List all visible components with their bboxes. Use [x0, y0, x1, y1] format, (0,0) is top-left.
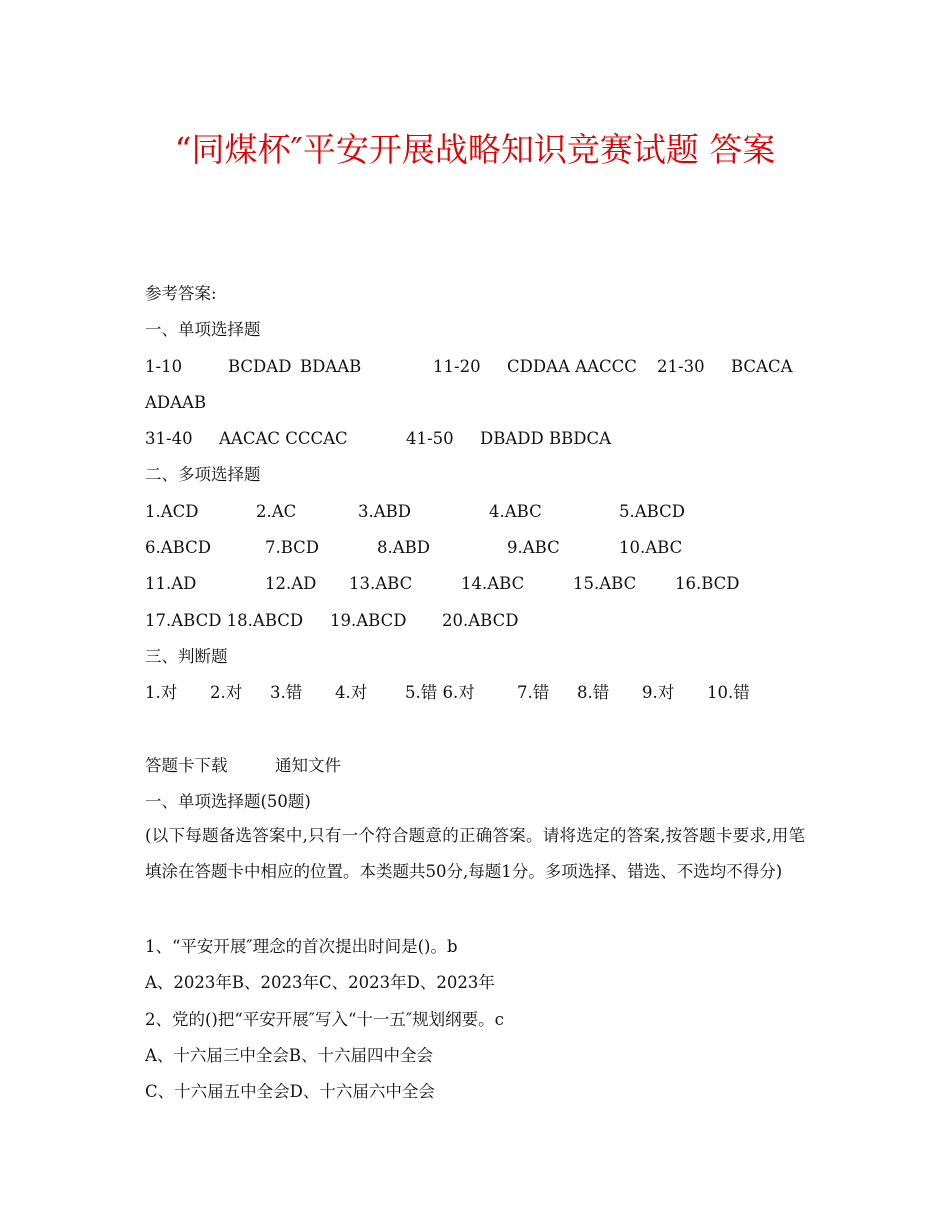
range-answers: DBADD BBDCA: [480, 429, 611, 448]
true-false-answer-row: [145, 682, 805, 704]
multi-answer: 15.ABC: [573, 574, 637, 593]
range-label: 41-50: [406, 429, 454, 448]
range-label: 11-20: [433, 357, 481, 376]
tf-answer: 7.错: [517, 683, 550, 702]
range-answers: CDDAA AACCC: [507, 357, 637, 376]
notice-file-link[interactable]: 通知文件: [275, 756, 341, 775]
multi-answer: 10.ABC: [619, 538, 683, 557]
question-1-options: A、2023年B、2023年C、2023年D、2023年: [145, 973, 495, 992]
multi-answer: 14.ABC: [461, 574, 525, 593]
multi-answer: 8.ABD: [377, 538, 431, 557]
download-links: [145, 755, 545, 777]
range-answers: BDAAB: [300, 357, 362, 376]
answer-card-download-link[interactable]: 答题卡下载: [145, 756, 228, 775]
multi-answer: 11.AD: [145, 574, 197, 593]
tf-answer: 8.错: [577, 683, 610, 702]
range-label: 1-10: [145, 357, 183, 376]
single-answer-row-1: [145, 356, 805, 378]
multi-answer-row: [145, 537, 805, 559]
range-answers: AACAC CCCAC: [219, 429, 348, 448]
instructions-paragraph: (以下每题备选答案中,只有一个符合题意的正确答案。请将选定的答案,按答题卡要求,用笔填涂在答题卡中相应的位置。本类题共50分,每题1分。多项选择、错选、不选均不得分): [145, 826, 805, 882]
tf-answer: 2.对: [210, 683, 243, 702]
multi-answer: 20.ABCD: [442, 611, 519, 630]
single-answer-row-1-wrap: ADAAB: [145, 393, 207, 412]
multi-choice-heading: 二、多项选择题: [145, 465, 261, 484]
question-2: 2、党的()把“平安开展″写入“十一五″规划纲要。c: [145, 1010, 504, 1029]
multi-answer: 3.ABD: [358, 502, 412, 521]
question-1: 1、“平安开展″理念的首次提出时间是()。b: [145, 937, 458, 956]
tf-answer: 5.错 6.对: [405, 683, 475, 702]
multi-answer: 17.ABCD 18.ABCD: [145, 611, 304, 630]
range-answers: BCDAD: [228, 357, 292, 376]
multi-answer: 16.BCD: [675, 574, 740, 593]
multi-answer: 6.ABCD: [145, 538, 211, 557]
tf-answer: 10.错: [707, 683, 750, 702]
multi-answer: 4.ABC: [489, 502, 542, 521]
multi-answer: 2.AC: [256, 502, 297, 521]
multi-answer: 9.ABC: [507, 538, 560, 557]
answers-heading: 参考答案:: [145, 284, 217, 303]
multi-answer: 13.ABC: [349, 574, 413, 593]
multi-answer: 19.ABCD: [330, 611, 407, 630]
single-answer-row-2: [145, 428, 805, 450]
question-2-options: A、十六届三中全会B、十六届四中全会: [145, 1046, 434, 1065]
single-choice-heading: 一、单项选择题: [145, 320, 261, 339]
tf-answer: 4.对: [335, 683, 368, 702]
tf-answer: 1.对: [145, 683, 178, 702]
tf-answer: 3.错: [270, 683, 303, 702]
document-title: “同煤杯″平安开展战略知识竞赛试题 答案: [174, 130, 776, 169]
tf-answer: 9.对: [642, 683, 675, 702]
multi-answer-row: [145, 501, 805, 523]
range-answers: BCACA: [731, 357, 793, 376]
multi-answer: 12.AD: [265, 574, 317, 593]
multi-answer-row: [145, 573, 805, 595]
true-false-heading: 三、判断题: [145, 647, 228, 666]
multi-answer: 7.BCD: [265, 538, 320, 557]
multi-answer: 5.ABCD: [619, 502, 685, 521]
multi-answer-row: [145, 610, 805, 632]
questions-section-heading: 一、单项选择题(50题): [145, 792, 311, 811]
multi-answer: 1.ACD: [145, 502, 199, 521]
question-2-options: C、十六届五中全会D、十六届六中全会: [145, 1082, 435, 1101]
range-label: 31-40: [145, 429, 193, 448]
range-label: 21-30: [657, 357, 705, 376]
